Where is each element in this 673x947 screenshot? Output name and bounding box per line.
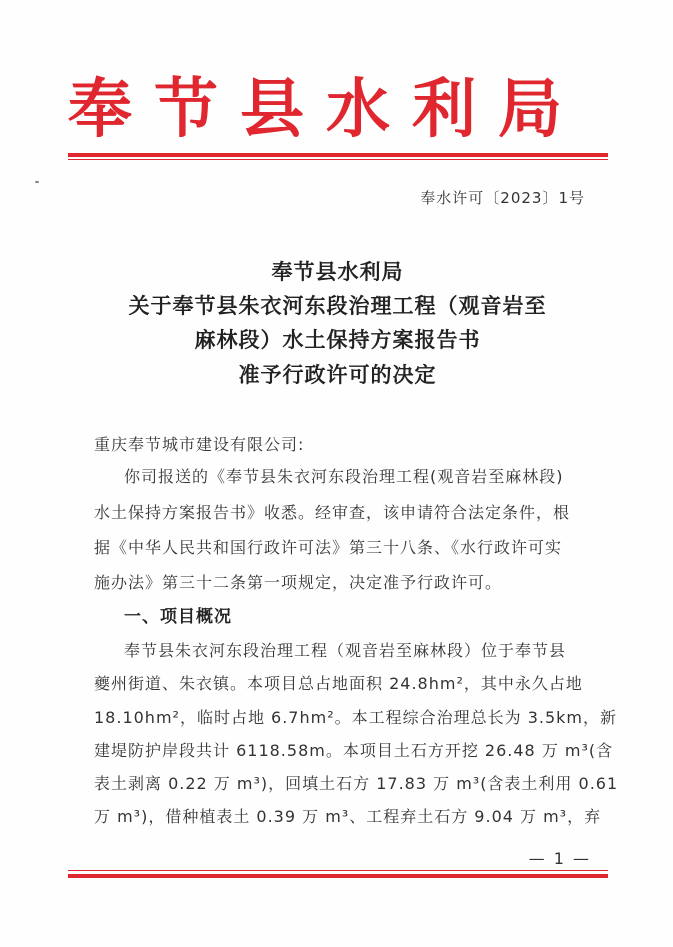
page-number: — 1 — [528, 849, 591, 868]
title-line-4: 准予行政许可的决定 [238, 362, 437, 387]
addressee: 重庆奉节城市建设有限公司: [94, 435, 305, 454]
footer-rule-thick [68, 874, 608, 878]
title-line-2: 关于奉节县朱衣河东段治理工程（观音岩至 [128, 293, 547, 318]
paragraph1-line-1: 你司报送的《奉节县朱衣河东段治理工程(观音岩至麻林段) [124, 467, 564, 486]
title-line-1: 奉节县水利局 [271, 259, 404, 284]
paragraph2-line-5: 表土剥离 0.22 万 m³)，回填土石方 17.83 万 m³(含表土利用 0.61 [94, 774, 619, 793]
paragraph2-line-1: 奉节县朱衣河东段治理工程（观音岩至麻林段）位于奉节县 [124, 641, 567, 660]
letterhead-rule-thick [68, 153, 608, 157]
section-heading-project-overview: 一、项目概况 [124, 607, 232, 627]
paragraph2-line-2: 夔州街道、朱衣镇。本项目总占地面积 24.8hm²，其中永久占地 [94, 674, 583, 693]
paragraph2-line-6: 万 m³)，借种植表土 0.39 万 m³、工程弃土石方 9.04 万 m³，弃 [94, 807, 602, 826]
agency-letterhead: 奉节县水利局 [68, 72, 584, 147]
footer-rule-thin [68, 870, 608, 871]
paragraph2-line-4: 建堤防护岸段共计 6118.58m。本项目土石方开挖 26.48 万 m³(含 [94, 741, 614, 760]
paragraph1-line-3: 据《中华人民共和国行政许可法》第三十八条、《水行政许可实 [94, 538, 563, 557]
paragraph1-line-4: 施办法》第三十二条第一项规定，决定准予行政许可。 [94, 573, 503, 592]
scan-speck [35, 181, 39, 183]
paragraph2-line-3: 18.10hm²，临时占地 6.7hm²。本工程综合治理总长为 3.5km，新 [94, 708, 618, 727]
document-number: 奉水许可〔2023〕1号 [420, 189, 585, 207]
title-line-3: 麻林段）水土保持方案报告书 [194, 327, 481, 352]
paragraph1-line-2: 水土保持方案报告书》收悉。经审查，该申请符合法定条件，根 [94, 503, 571, 522]
letterhead-rule-thin [68, 159, 608, 160]
